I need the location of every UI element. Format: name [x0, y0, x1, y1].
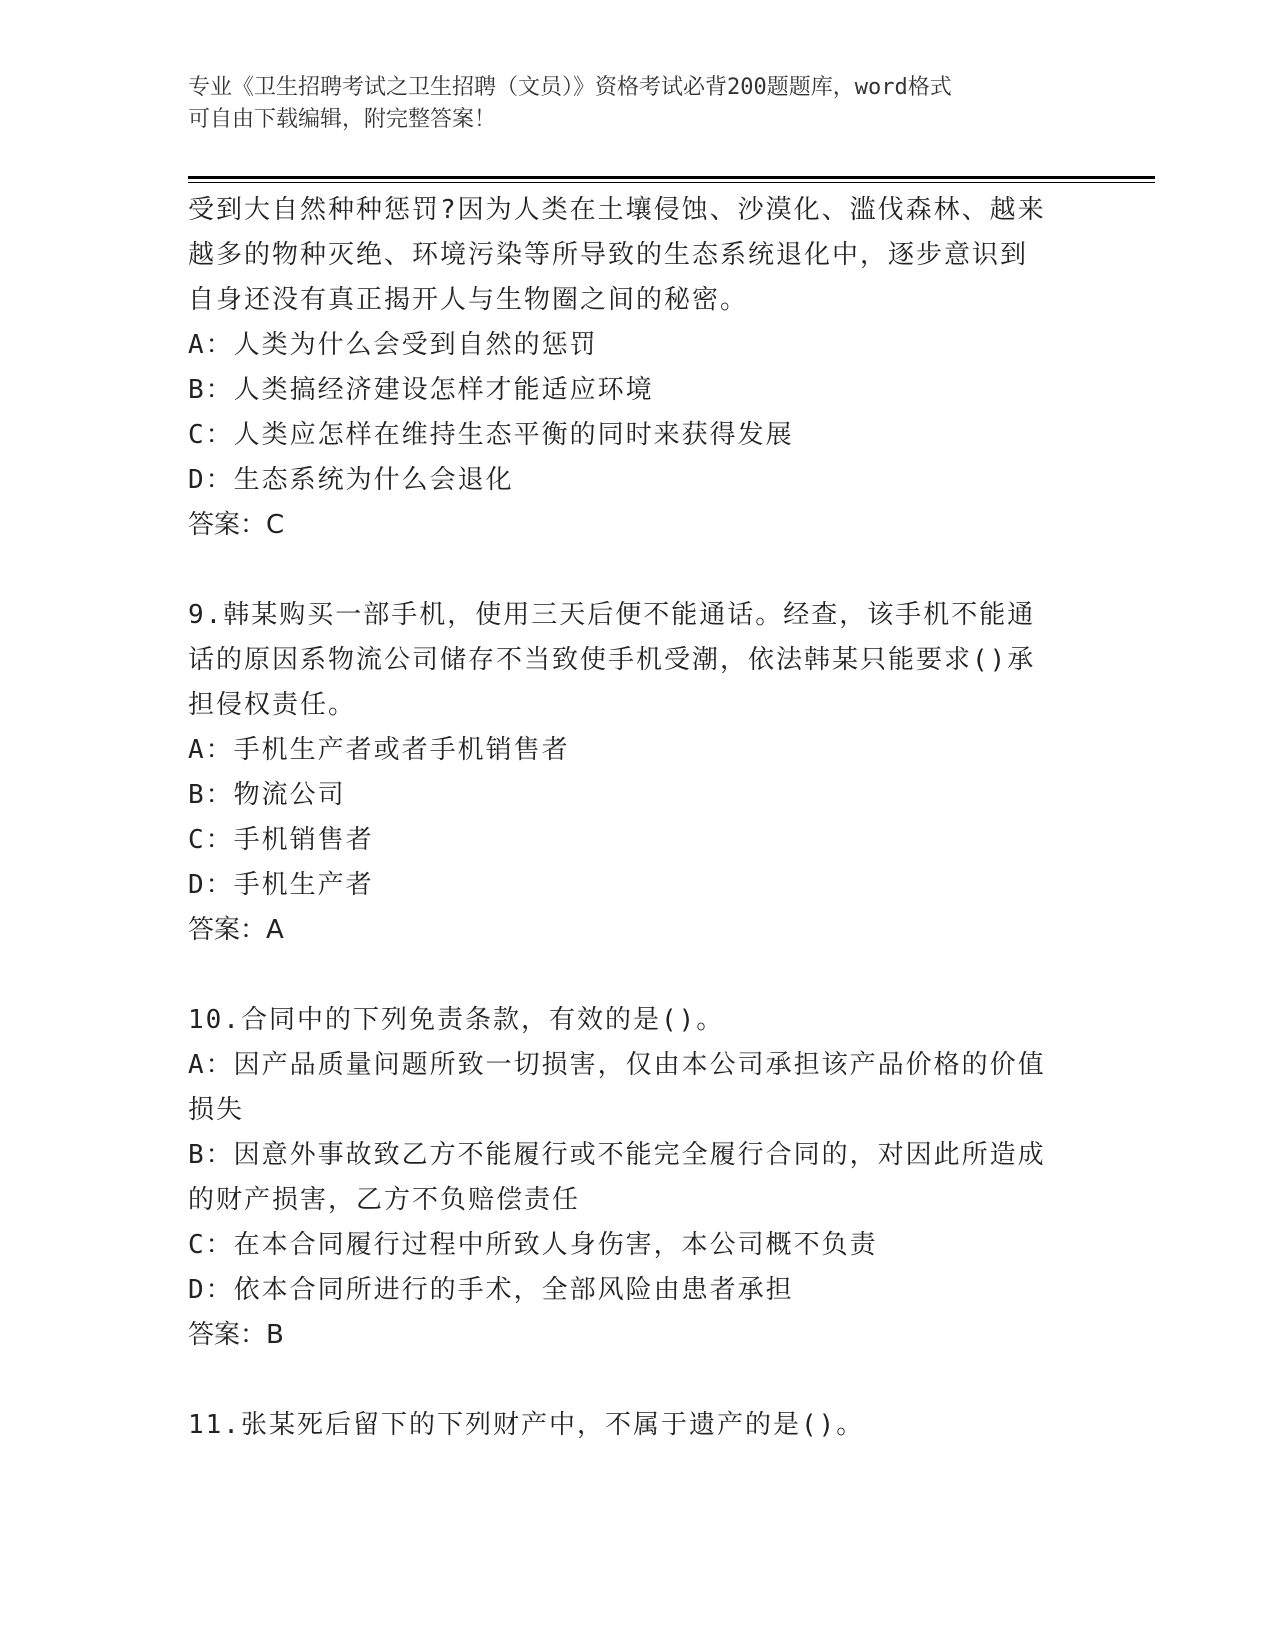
question-text-line: 9.韩某购买一部手机，使用三天后便不能通话。经查，该手机不能通: [188, 600, 1036, 630]
question-text-line: 话的原因系物流公司储存不当致使手机受潮，依法韩某只能要求()承: [188, 645, 1036, 675]
question-block-10: [188, 998, 1078, 1358]
question-text-line: 自身还没有真正揭开人与生物圈之间的秘密。: [188, 285, 749, 315]
option-b: B：因意外事故致乙方不能履行或不能完全履行合同的，对因此所造成: [188, 1140, 1046, 1170]
header-rule-thick: [188, 176, 1155, 179]
option-a: A：人类为什么会受到自然的惩罚: [188, 330, 598, 360]
option-b: B：物流公司: [188, 780, 346, 810]
answer-line: 答案：C: [188, 510, 285, 540]
question-block-9: [188, 593, 1078, 953]
question-content: [188, 188, 1078, 1448]
header-line-1: 专业《卫生招聘考试之卫生招聘（文员）》资格考试必背200题题库，word格式: [188, 75, 952, 100]
answer-line: 答案：A: [188, 915, 284, 945]
spacer: [188, 1358, 1078, 1403]
question-text-line: 10.合同中的下列免责条款，有效的是()。: [188, 1005, 725, 1035]
header-rule-thin: [188, 182, 1155, 183]
option-a: A：手机生产者或者手机销售者: [188, 735, 570, 765]
question-text-line: 11.张某死后留下的下列财产中，不属于遗产的是()。: [188, 1410, 865, 1440]
document-header: [188, 72, 1068, 136]
option-d: D：手机生产者: [188, 870, 374, 900]
question-text-line: 受到大自然种种惩罚?因为人类在土壤侵蚀、沙漠化、滥伐森林、越来: [188, 195, 1046, 225]
header-line-2: 可自由下载编辑，附完整答案！: [188, 107, 497, 132]
option-b: B：人类搞经济建设怎样才能适应环境: [188, 375, 654, 405]
option-a: A：因产品质量问题所致一切损害，仅由本公司承担该产品价格的价值: [188, 1050, 1046, 1080]
answer-line: 答案：B: [188, 1320, 284, 1350]
option-b-continued: 的财产损害，乙方不负赔偿责任: [188, 1185, 581, 1215]
option-d: D：生态系统为什么会退化: [188, 465, 514, 495]
spacer: [188, 953, 1078, 998]
question-text-line: 越多的物种灭绝、环境污染等所导致的生态系统退化中，逐步意识到: [188, 240, 1029, 270]
question-text-line: 担侵权责任。: [188, 690, 357, 720]
option-c: C：人类应怎样在维持生态平衡的同时来获得发展: [188, 420, 794, 450]
question-block-11: [188, 1403, 1078, 1448]
option-c: C：在本合同履行过程中所致人身伤害，本公司概不负责: [188, 1230, 878, 1260]
option-d: D：依本合同所进行的手术，全部风险由患者承担: [188, 1275, 794, 1305]
option-c: C：手机销售者: [188, 825, 374, 855]
option-a-continued: 损失: [188, 1095, 245, 1125]
spacer: [188, 548, 1078, 593]
question-block-continued: [188, 188, 1078, 548]
